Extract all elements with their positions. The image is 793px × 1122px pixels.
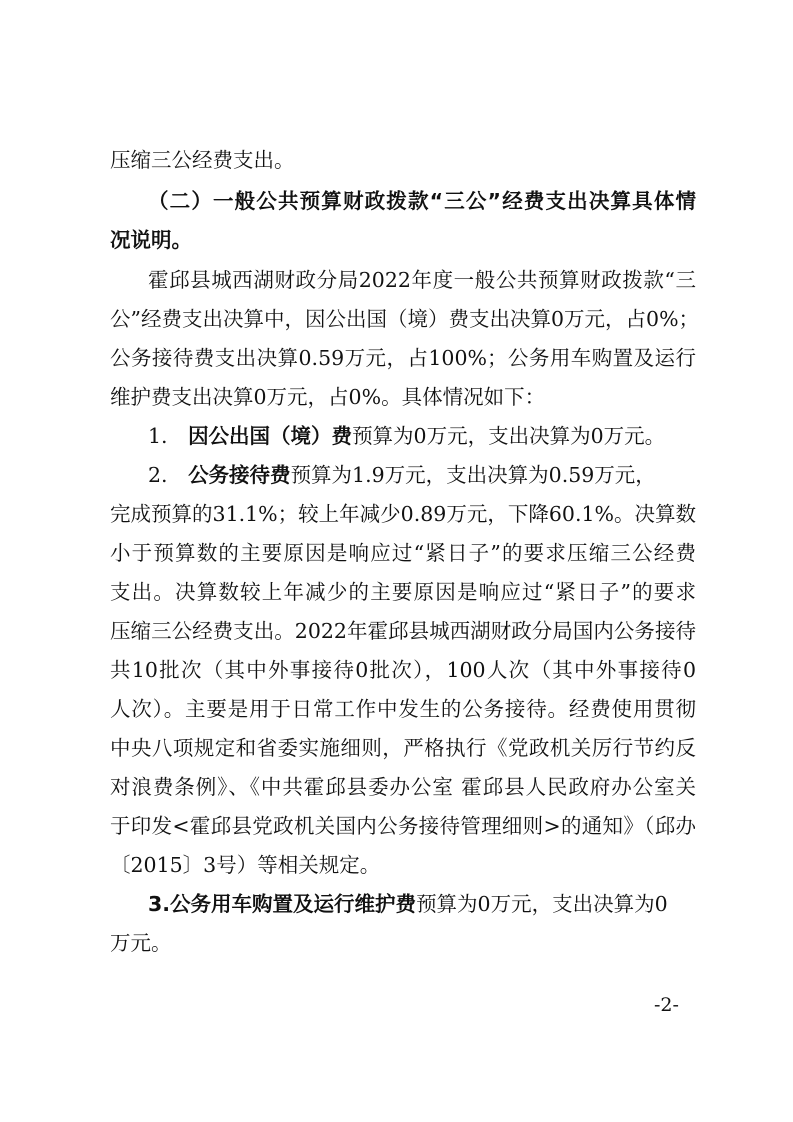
- paragraph-line: 公务接待费支出决算0.59万元，占100%；公务用车购置及运行: [110, 346, 696, 370]
- paragraph-line: 支出。决算数较上年减少的主要原因是响应过“紧日子”的要求: [110, 580, 696, 604]
- item-3: [148, 886, 696, 922]
- item-2-heading: 公务接待费: [188, 463, 291, 487]
- page-number: -2-: [654, 994, 679, 1016]
- item-3-heading: 3.公务用车购置及运行维护费: [148, 892, 417, 916]
- section-heading: （二）一般公共预算财政拨款“三公”经费支出决算具体情: [148, 189, 696, 213]
- paragraph-line: 公”经费支出决算中，因公出国（境）费支出决算0万元，占0%；: [110, 307, 700, 331]
- paragraph-line: 人次）。主要是用于日常工作中发生的公务接待。经费使用贯彻: [110, 697, 696, 721]
- paragraph-line: 小于预算数的主要原因是响应过“紧日子”的要求压缩三公经费: [110, 541, 696, 565]
- item-1: [148, 418, 696, 454]
- item-1-heading: 因公出国（境）费: [188, 424, 353, 448]
- paragraph-line: 万元。: [110, 931, 172, 955]
- item-2-number: 2.: [148, 463, 189, 487]
- paragraph-line: 压缩三公经费支出。2022年霍邱县城西湖财政分局国内公务接待: [110, 619, 696, 643]
- item-1-text: 预算为0万元，支出决算为0万元。: [352, 424, 666, 448]
- paragraph-line: 共10批次（其中外事接待0批次），100人次（其中外事接待0: [110, 658, 696, 682]
- paragraph-line: 中央八项规定和省委实施细则，严格执行《党政机关厉行节约反: [110, 736, 696, 760]
- paragraph-line: 压缩三公经费支出。: [110, 148, 295, 172]
- paragraph-line: 维护费支出决算0万元，占0%。具体情况如下：: [110, 385, 546, 409]
- paragraph-line: 完成预算的31.1%；较上年减少0.89万元，下降60.1%。决算数: [110, 502, 696, 526]
- item-3-text: 预算为0万元，支出决算为0: [416, 892, 668, 916]
- paragraph-line: 于印发<霍邱县党政机关国内公务接待管理细则>的通知》（邱办: [110, 814, 696, 838]
- section-heading-continued: 况说明。: [110, 228, 192, 252]
- paragraph-line: 霍邱县城西湖财政分局2022年度一般公共预算财政拨款“三: [148, 268, 696, 292]
- paragraph-line: 对浪费条例》、《中共霍邱县委办公室 霍邱县人民政府办公室关: [110, 775, 696, 799]
- item-2: [148, 457, 696, 493]
- item-2-text: 预算为1.9万元，支出决算为0.59万元，: [290, 463, 656, 487]
- paragraph-line: 〔2015〕3号）等相关规定。: [110, 853, 381, 877]
- item-1-number: 1.: [148, 424, 189, 448]
